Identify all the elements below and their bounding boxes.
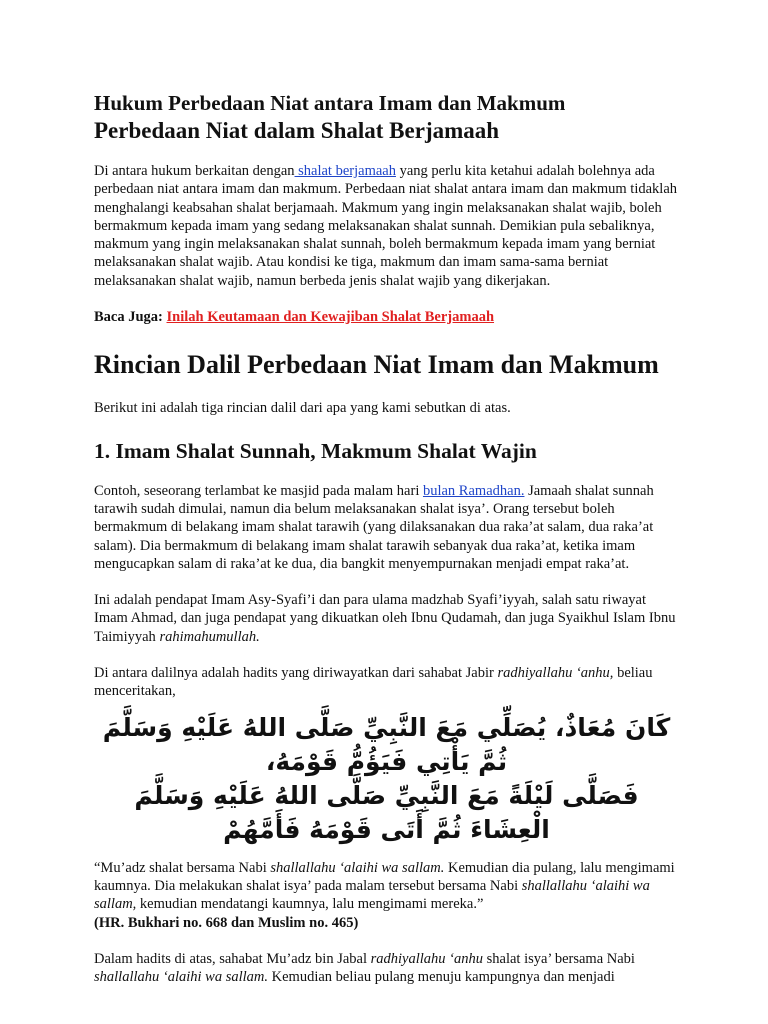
explanation-text-2: shalat isya’ bersama Nabi <box>483 950 635 967</box>
section-intro: Berikut ini adalah tiga rincian dalil dari apa yang kami sebutkan di atas. <box>94 400 511 417</box>
translation-text-2: Kemudian dia pulang, lalu mengimami kaumnya. Dia melakukan shalat isya’ pada malam tersebut bersama Nabi <box>94 859 675 894</box>
contoh-text-before: Contoh, seseorang terlambat ke masjid pada malam hari <box>94 482 423 499</box>
explanation-italic-1: radhiyallahu ‘anhu <box>370 950 484 967</box>
translation-text-3: kemudian mendatangi kaumnya, lalu mengimami mereka.” <box>136 896 484 913</box>
translation-italic-1: shallallahu ‘alaihi wa sallam. <box>270 859 445 876</box>
arabic-line-2: فَصَلَّى لَيْلَةً مَعَ النَّبِيِّ صَلَّى اللهُ عَلَيْهِ وَسَلَّمَ الْعِشَاءَ ثُمَّ أَتَى قَوْمَهُ فَأَمَّهُمْ <box>134 780 639 844</box>
pendapat-paragraph <box>94 591 679 646</box>
translation-paragraph <box>94 859 679 932</box>
baca-juga-label: Baca Juga: <box>94 309 167 326</box>
dalil-paragraph <box>94 664 679 701</box>
arabic-line-1: كَانَ مُعَاذٌ، يُصَلِّي مَعَ النَّبِيِّ صَلَّى اللهُ عَلَيْهِ وَسَلَّمَ ثُمَّ يَأْتِي فَيَؤُمُّ قَوْمَهُ، <box>102 712 671 776</box>
subsection-title: 1. Imam Shalat Sunnah, Makmum Shalat Wajin <box>94 438 537 463</box>
document-body <box>94 90 679 986</box>
translation-italic-2: shallallahu ‘alaihi wa sallam, <box>94 877 650 913</box>
translation-text-1: “Mu’adz shalat bersama Nabi <box>94 859 271 876</box>
dalil-text-after: beliau menceritakan, <box>94 665 653 700</box>
bulan-ramadhan-link[interactable]: bulan Ramadhan. <box>422 482 525 499</box>
pendapat-italic: rahimahumullah. <box>159 628 260 645</box>
baca-juga-paragraph <box>94 308 679 326</box>
hadith-citation: (HR. Bukhari no. 668 dan Muslim no. 465) <box>94 914 359 931</box>
contoh-paragraph <box>94 482 679 573</box>
pendapat-text: Ini adalah pendapat Imam Asy-Syafi’i dan para ulama madzhab Syafi’iyyah, salah satu riwayat Imam Ahmad, dan juga pendapat yang dikuatkan oleh Ibnu Qudamah, dan juga Syaikhul Islam Ibnu Taimiyyah <box>94 592 676 645</box>
arabic-hadith <box>94 711 679 847</box>
intro-text-after: yang perlu kita ketahui adalah bolehnya ada perbedaan niat antara imam dan makmum. Perbedaan niat shalat antara imam dan makmum tidaklah menghalangi keabsahan shalat berjamaah. Makmum yang ingin melaksanakan shalat wajib, boleh bermakmum kepada imam yang sedang melaksanakan shalat sunnah. Demikian pula sebaliknya, makmum yang ingin melaksanakan shalat sunnah, boleh bermakmum kepada imam yang berniat melaksanakan shalat wajib. Atau kondisi ke tiga, makmum dan imam sama-sama berniat melaksanakan shalat wajib, namun berbeda jenis shalat wajib yang dikerjakan. <box>94 163 678 289</box>
explanation-italic-2: shallallahu ‘alaihi wa sallam. <box>94 969 269 986</box>
page-subtitle: Perbedaan Niat dalam Shalat Berjamaah <box>94 118 500 143</box>
explanation-text-3: Kemudian beliau pulang menuju kampungnya dan menjadi <box>268 969 615 986</box>
explanation-paragraph <box>94 950 679 987</box>
dalil-italic: radhiyallahu ‘anhu, <box>497 665 614 682</box>
contoh-text-after: Jamaah shalat sunnah tarawih sudah dimulai, namun dia belum melaksanakan shalat isya’. Orang tersebut boleh bermakmum di belakang imam shalat tarawih (yang dilaksanakan dua raka’at salam, dua raka’at salam). Dia bermakmum di belakang imam shalat tarawih sebanyak dua raka’at, ketika imam mengucapkan salam di raka’at ke dua, dia bangkit menyempurnakan menjadi empat raka’at. <box>94 482 654 572</box>
section-title: Rincian Dalil Perbedaan Niat Imam dan Makmum <box>94 350 659 380</box>
intro-text-before: Di antara hukum berkaitan dengan <box>94 163 295 179</box>
shalat-berjamaah-link[interactable]: shalat berjamaah <box>294 163 396 179</box>
intro-paragraph <box>94 162 679 290</box>
explanation-text-1: Dalam hadits di atas, sahabat Mu’adz bin Jabal <box>94 950 371 967</box>
dalil-text-before: Di antara dalilnya adalah hadits yang diriwayatkan dari sahabat Jabir <box>94 665 498 682</box>
baca-juga-link[interactable]: Inilah Keutamaan dan Kewajiban Shalat Berjamaah <box>166 309 495 326</box>
page-title: Hukum Perbedaan Niat antara Imam dan Makmum <box>94 91 566 115</box>
